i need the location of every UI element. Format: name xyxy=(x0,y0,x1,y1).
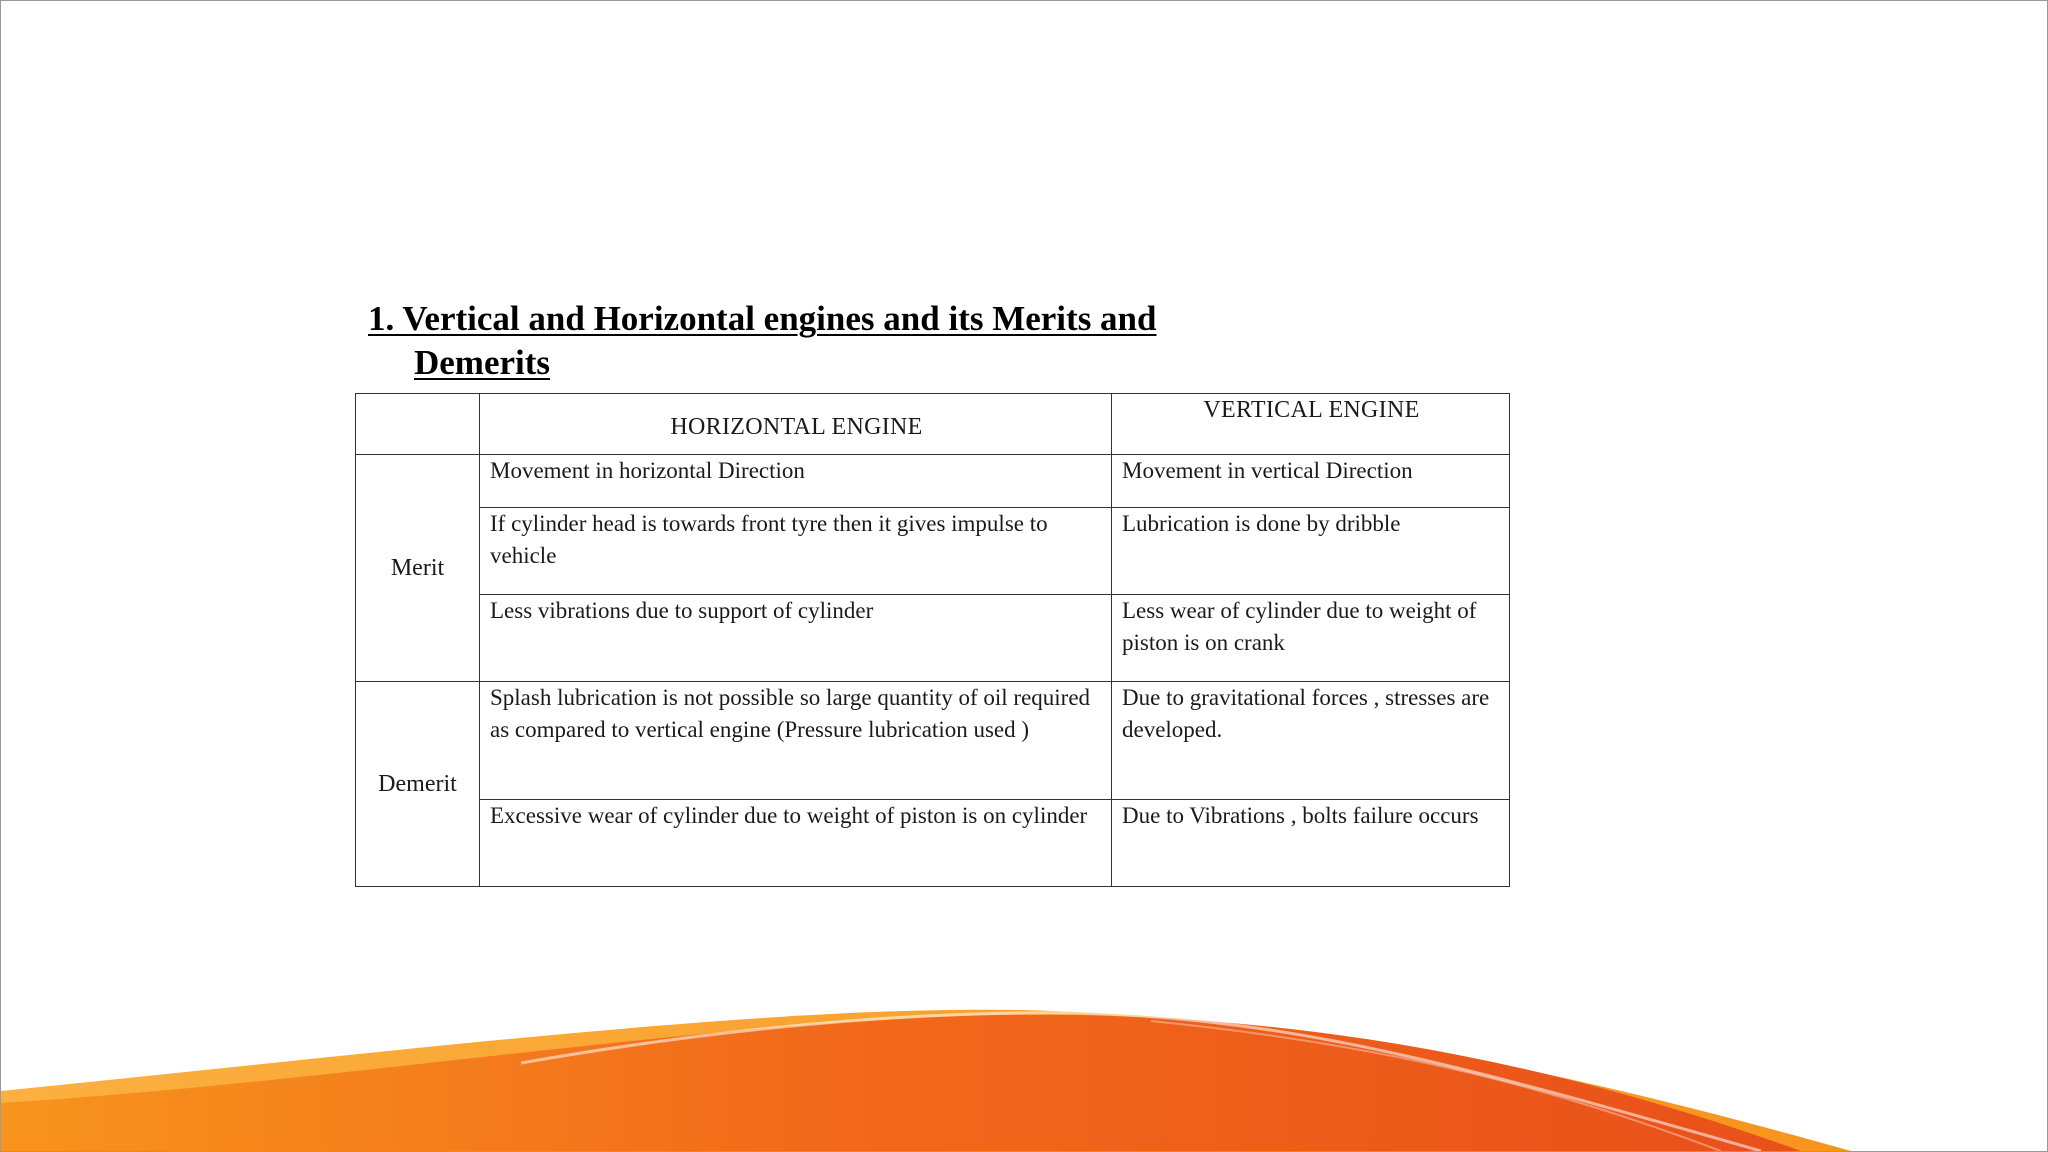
table-cell: Movement in horizontal Direction xyxy=(480,455,1112,508)
table-row xyxy=(356,455,1510,508)
title-line-1: 1. Vertical and Horizontal engines and its Merits and xyxy=(368,299,1157,338)
header-cell-empty xyxy=(356,394,480,455)
wave-front xyxy=(1,1015,1801,1151)
table-cell: If cylinder head is towards front tyre then it gives impulse to vehicle xyxy=(480,508,1112,595)
table-cell: Movement in vertical Direction xyxy=(1112,455,1510,508)
table-cell: Due to Vibrations , bolts failure occurs xyxy=(1112,800,1510,887)
table-header-row xyxy=(356,394,1510,455)
decorative-wave xyxy=(1,991,2047,1151)
table-row xyxy=(356,800,1510,887)
comparison-table xyxy=(355,393,1510,887)
header-horizontal-engine: HORIZONTAL ENGINE xyxy=(480,394,1112,455)
row-label-merit: Merit xyxy=(356,455,480,682)
table-cell: Less vibrations due to support of cylinder xyxy=(480,595,1112,682)
header-vertical-engine: VERTICAL ENGINE xyxy=(1112,394,1510,455)
table-row xyxy=(356,595,1510,682)
table-cell: Less wear of cylinder due to weight of piston is on crank xyxy=(1112,595,1510,682)
table-cell: Due to gravitational forces , stresses are developed. xyxy=(1112,682,1510,800)
table-cell: Lubrication is done by dribble xyxy=(1112,508,1510,595)
table-row xyxy=(356,508,1510,595)
title-line-2: Demerits xyxy=(414,343,551,382)
row-label-demerit: Demerit xyxy=(356,682,480,887)
table-cell: Splash lubrication is not possible so large quantity of oil required as compared to vertical engine (Pressure lubrication used ) xyxy=(480,682,1112,800)
table-cell: Excessive wear of cylinder due to weight of piston is on cylinder xyxy=(480,800,1112,887)
slide-title xyxy=(368,297,1157,385)
table-row xyxy=(356,682,1510,800)
